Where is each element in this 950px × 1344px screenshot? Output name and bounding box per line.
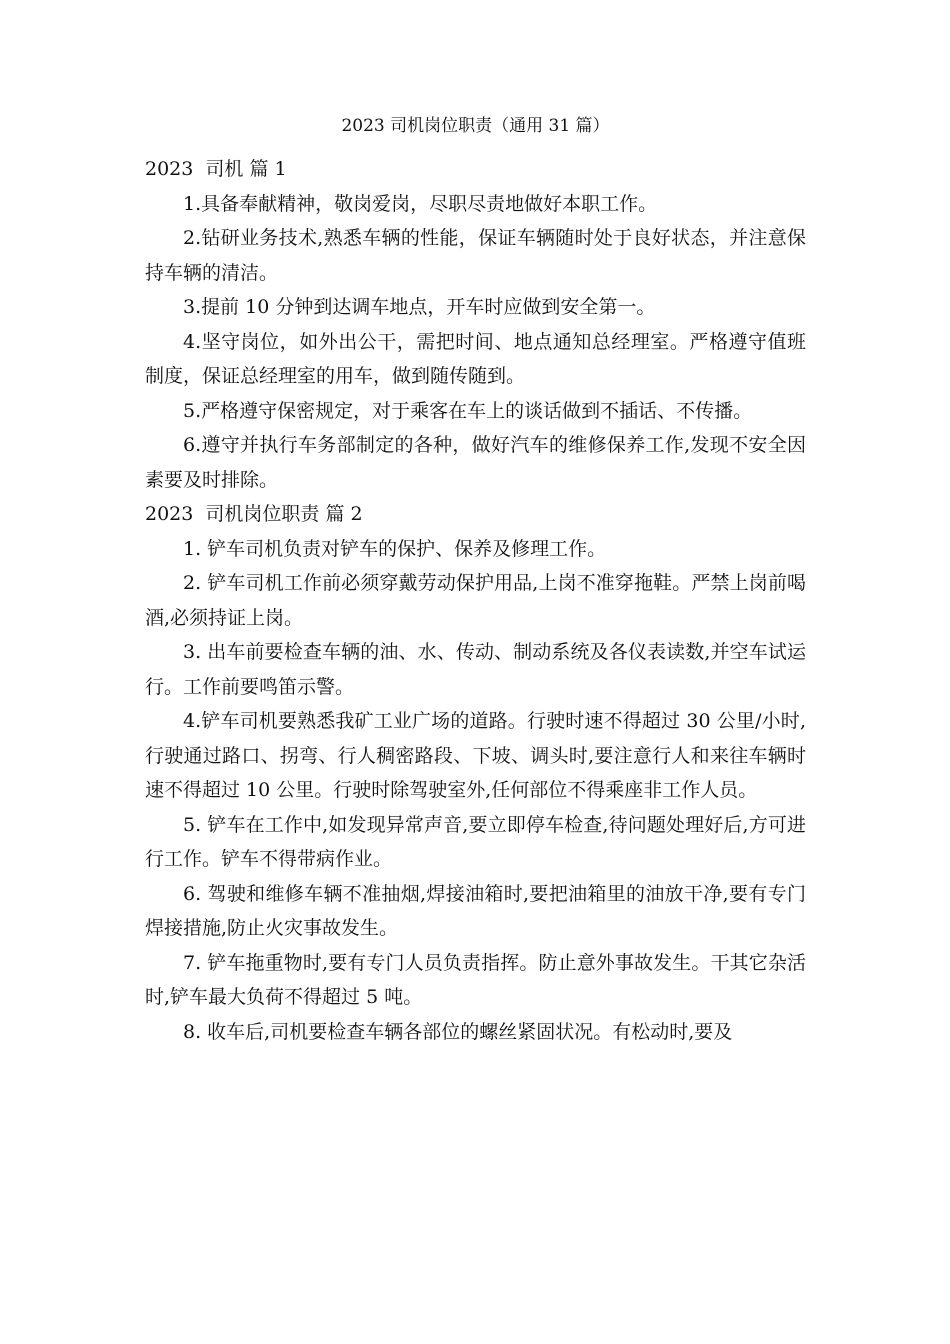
paragraph: 5. 铲车在工作中,如发现异常声音,要立即停车检查,待问题处理好后,方可进行工作。铲车不得带病作业。 (145, 813, 806, 870)
paragraph: 5.严格遵守保密规定，对于乘客在车上的谈话做到不插话、不传播。 (183, 399, 753, 422)
paragraph: 2. 铲车司机工作前必须穿戴劳动保护用品,上岗不准穿拖鞋。严禁上岗前喝酒,必须持证上岗。 (145, 572, 806, 629)
section-2 (145, 497, 806, 1049)
section-heading: 2023 司机岗位职责 篇 2 (145, 503, 363, 525)
paragraph: 6.遵守并执行车务部制定的各种，做好汽车的维修保养工作,发现不安全因素要及时排除。 (145, 434, 806, 491)
paragraph: 3.提前 10 分钟到达调车地点，开车时应做到安全第一。 (183, 296, 656, 318)
document-page (145, 112, 806, 1049)
paragraph: 3. 出车前要检查车辆的油、水、传动、制动系统及各仪表读数,并空车试运行。工作前要鸣笛示警。 (145, 641, 806, 698)
paragraph: 4.坚守岗位，如外出公干，需把时间、地点通知总经理室。严格遵守值班制度，保证总经理室的用车，做到随传随到。 (145, 330, 806, 387)
paragraph: 4.铲车司机要熟悉我矿工业广场的道路。行驶时速不得超过 30 公里/小时,行驶通过路口、拐弯、行人稠密路段、下坡、调头时,要注意行人和来往车辆时速不得超过 10 公里。行驶时除驾驶室外,任何部位不得乘座非工作人员。 (145, 710, 806, 801)
paragraph: 1.具备奉献精神，敬岗爱岗，尽职尽责地做好本职工作。 (183, 192, 658, 215)
paragraph: 1. 铲车司机负责对铲车的保护、保养及修理工作。 (183, 537, 607, 560)
paragraph: 8. 收车后,司机要检查车辆各部位的螺丝紧固状况。有松动时,要及 (183, 1020, 733, 1043)
paragraph: 7. 铲车拖重物时,要有专门人员负责指挥。防止意外事故发生。干其它杂活时,铲车最大负荷不得超过 5 吨。 (145, 951, 806, 1008)
section-heading: 2023 司机 篇 1 (145, 158, 287, 180)
document-title: 2023 司机岗位职责（通用 31 篇） (341, 116, 610, 136)
paragraph: 2.钻研业务技术,熟悉车辆的性能，保证车辆随时处于良好状态，并注意保持车辆的清洁。 (145, 227, 806, 284)
section-1 (145, 152, 806, 497)
paragraph: 6. 驾驶和维修车辆不准抽烟,焊接油箱时,要把油箱里的油放干净,要有专门焊接措施,防止火灾事故发生。 (145, 882, 806, 939)
